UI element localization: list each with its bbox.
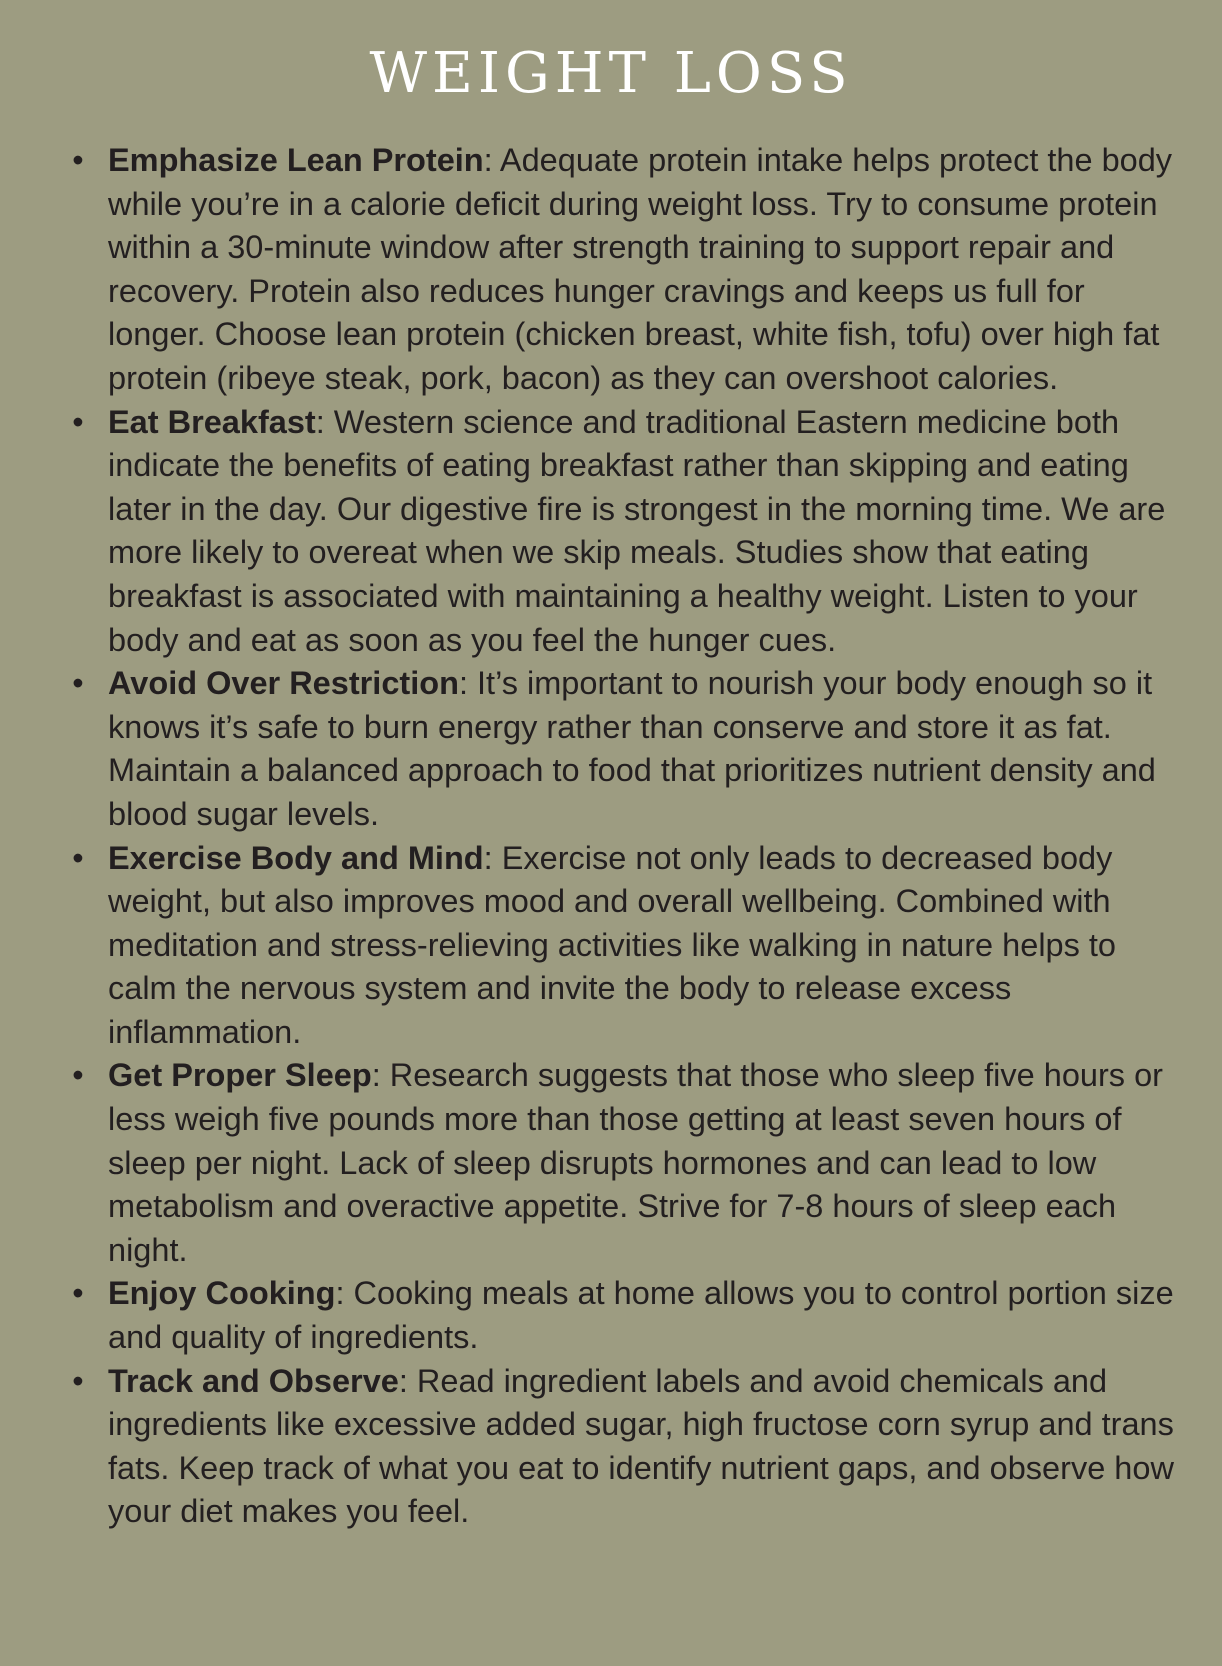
tip-body: : It’s important to nourish your body enough so it knows it’s safe to burn energy rather than conserve and store it as fat. Maintain a balanced approach to food that prioritizes nutrient density and blood sugar levels. [108, 665, 1156, 832]
tip-heading: Exercise Body and Mind [108, 839, 484, 876]
list-item [72, 139, 1178, 401]
tip-heading: Enjoy Cooking [108, 1275, 336, 1312]
tip-heading: Avoid Over Restriction [108, 665, 459, 702]
list-item [72, 662, 1178, 836]
tip-body: : Western science and traditional Eastern medicine both indicate the benefits of eating breakfast rather than skipping and eating later in the day. Our digestive fire is strongest in the morning time. We are more likely to overeat when we skip meals. Studies show that eating breakfast is associated with maintaining a healthy weight. Listen to your body and eat as soon as you feel the hunger cues. [108, 403, 1166, 658]
bullet-icon: • [72, 1275, 84, 1312]
tip-heading: Eat Breakfast [108, 403, 316, 440]
tip-body: : Cooking meals at home allows you to control portion size and quality of ingredients. [108, 1275, 1174, 1356]
list-item [72, 837, 1178, 1055]
bullet-icon: • [72, 142, 84, 178]
list-item [72, 1054, 1178, 1272]
tip-body: : Research suggests that those who sleep five hours or less weigh five pounds more than those getting at least seven hours of sleep per night. Lack of sleep disrupts hormones and can lead to low metabolism and overactive appetite. Strive for 7-8 hours of sleep each night. [108, 1057, 1163, 1268]
bullet-icon: • [72, 1362, 84, 1399]
list-item [72, 401, 1178, 663]
tip-body: : Exercise not only leads to decreased body weight, but also improves mood and overall wellbeing. Combined with meditation and stress-relieving activities like walking in nature helps to calm the nervous system and invite the body to release excess inflammation. [108, 839, 1116, 1050]
tip-heading: Get Proper Sleep [108, 1057, 372, 1094]
bullet-icon: • [72, 839, 84, 876]
bullet-icon: • [72, 403, 84, 440]
tip-heading: Emphasize Lean Protein [108, 142, 484, 178]
tip-body: : Adequate protein intake helps protect the body while you’re in a calorie deficit during weight loss. Try to consume protein within a 30-minute window after strength training to support repair and recovery. Protein also reduces hunger cravings and keeps us full for longer. Choose lean protein (chicken breast, white fish, tofu) over high fat protein (ribeye steak, pork, bacon) as they can overshoot calories. [108, 142, 1173, 396]
list-item [72, 1360, 1178, 1534]
page-title: WEIGHT LOSS [369, 41, 853, 106]
tip-body: : Read ingredient labels and avoid chemicals and ingredients like excessive added sugar, high fructose corn syrup and trans fats. Keep track of what you eat to identify nutrient gaps, and observe how your diet makes you feel. [108, 1362, 1174, 1530]
tip-heading: Track and Observe [108, 1362, 399, 1399]
list-item [72, 1272, 1178, 1359]
bullet-icon: • [72, 1057, 84, 1094]
tips-list [72, 139, 1178, 1534]
bullet-icon: • [72, 665, 84, 702]
